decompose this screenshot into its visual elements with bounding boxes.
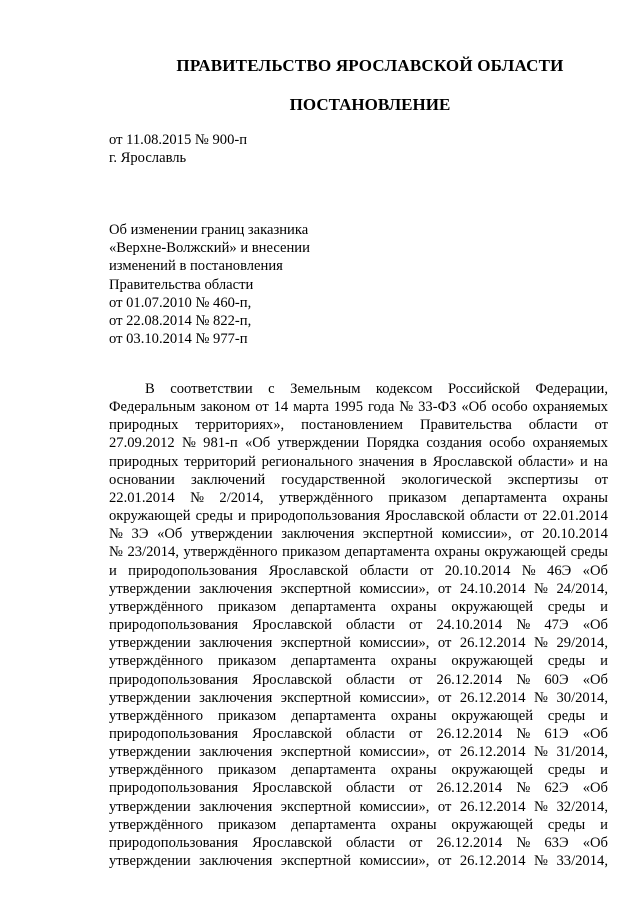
body-word: 26.12.2014 <box>436 671 503 688</box>
body-word: № <box>534 744 548 761</box>
body-word: экологической <box>401 471 492 488</box>
body-line <box>109 798 608 816</box>
body-word: № <box>516 725 531 742</box>
body-word: охраняемых <box>532 399 608 416</box>
body-word: 32/2014, <box>556 798 608 815</box>
body-word: охраны <box>434 544 480 561</box>
body-word: области <box>346 671 395 688</box>
body-word: заключения <box>199 635 273 652</box>
body-word: среды <box>570 544 608 561</box>
body-word: окружающей <box>451 598 534 615</box>
body-word: утверждённого <box>278 489 374 506</box>
body-word: заключения <box>199 580 273 597</box>
body-word: охраны <box>562 489 608 506</box>
body-word: № <box>109 544 123 561</box>
body-word: области <box>359 562 409 579</box>
body-word: охраняемых <box>532 435 608 452</box>
body-word: и <box>600 816 608 833</box>
body-line <box>109 598 608 616</box>
body-word: Правительства <box>419 417 512 434</box>
body-word: значения <box>358 453 415 470</box>
body-word: Ярославской <box>252 671 332 688</box>
body-word: особо <box>489 435 526 452</box>
body-line <box>109 816 608 834</box>
body-word: от <box>408 725 423 742</box>
body-word: особо <box>491 399 528 416</box>
body-line <box>109 652 608 670</box>
body-word: окружающей <box>451 653 534 670</box>
body-word: № <box>534 853 548 870</box>
body-word: в <box>420 453 427 470</box>
body-word: охраны <box>390 816 437 833</box>
body-word: 20.10.2014 <box>444 562 511 579</box>
body-word: и <box>600 762 608 779</box>
body-word: утверждённого <box>109 816 204 833</box>
body-word: 26.12.2014 <box>436 834 503 851</box>
body-word: 23/2014, <box>127 544 179 561</box>
body-word: 2/2014, <box>219 489 264 506</box>
body-word: комиссии», <box>359 744 430 761</box>
body-word: и <box>600 707 608 724</box>
body-word: охраны <box>390 653 437 670</box>
body-word: среды <box>195 508 233 525</box>
body-word: 14 <box>273 399 289 416</box>
body-word: 22.01.2014 <box>109 489 175 506</box>
body-word: В <box>145 381 155 397</box>
body-word: области <box>528 417 578 434</box>
body-word: «Об <box>582 834 608 851</box>
body-word: постановлением <box>301 417 404 434</box>
body-line <box>109 562 608 580</box>
body-line <box>109 707 608 725</box>
body-word: заключений <box>190 471 266 488</box>
body-line <box>109 689 608 707</box>
body-word: № <box>516 617 531 634</box>
body-word: от <box>255 399 269 416</box>
body-word: 26.12.2014 <box>459 689 526 706</box>
body-line <box>109 671 608 689</box>
body-word: 60Э <box>544 671 569 688</box>
body-word: территорий <box>184 453 256 470</box>
body-word: области <box>346 617 395 634</box>
body-line <box>109 525 608 543</box>
body-word: 20.10.2014 <box>542 526 608 543</box>
body-word: 47Э <box>544 617 569 634</box>
body-word: «Об <box>582 725 608 742</box>
body-line <box>109 507 608 525</box>
body-word: 24.10.2014 <box>459 580 526 597</box>
body-word: приказом <box>282 544 341 561</box>
body-word: департамента <box>344 544 430 561</box>
body-word: окружающей <box>109 508 191 525</box>
body-word: утверждении <box>190 526 273 543</box>
body-word: области <box>469 508 519 525</box>
body-word: 24.10.2014 <box>436 617 503 634</box>
body-word: приказом <box>217 653 277 670</box>
body-word: Ярославской <box>252 617 332 634</box>
body-word: комиссии», <box>359 798 430 815</box>
body-word: 26.12.2014 <box>459 853 526 870</box>
body-word: 31/2014, <box>556 744 608 761</box>
subject-line: «Верхне-Волжский» и внесении <box>109 240 310 257</box>
body-word: на <box>593 453 608 470</box>
body-word: области <box>346 725 395 742</box>
body-word: 30/2014, <box>556 689 608 706</box>
body-word: природопользования <box>109 725 239 742</box>
body-word: утверждённого <box>109 653 204 670</box>
body-word: 62Э <box>544 780 569 797</box>
body-word: «Об <box>157 526 183 543</box>
body-word: утверждённого <box>183 544 278 561</box>
body-word: 26.12.2014 <box>459 798 526 815</box>
body-word: № <box>109 526 123 543</box>
body-word: природопользования <box>109 671 239 688</box>
body-word: 3Э <box>131 526 149 543</box>
body-word: № <box>181 435 196 452</box>
body-word: департамента <box>291 816 376 833</box>
body-word: департамента <box>291 707 376 724</box>
body-word: Российской <box>448 381 520 397</box>
body-word: № <box>521 562 536 579</box>
body-word: Федеральным <box>109 399 196 416</box>
body-line <box>109 834 608 852</box>
body-word: комиссии», <box>359 853 430 870</box>
body-word: от <box>408 780 423 797</box>
body-word: Ярославской <box>252 725 332 742</box>
body-word: от <box>437 635 452 652</box>
body-word: области <box>346 834 395 851</box>
body-word: № <box>399 399 414 416</box>
body-line <box>109 616 608 634</box>
body-word: от <box>408 834 423 851</box>
body-word: № <box>534 580 548 597</box>
body-line <box>109 380 608 398</box>
body-word: природопользования <box>109 617 239 634</box>
body-word: «Об <box>582 617 608 634</box>
body-word: приказом <box>217 762 277 779</box>
body-word: охраны <box>390 762 437 779</box>
body-word: комиссии», <box>359 689 430 706</box>
body-word: от <box>437 853 452 870</box>
body-word: среды <box>547 707 586 724</box>
body-word: Ярославской <box>252 834 332 851</box>
subject-line: от 01.07.2010 № 460-п, <box>109 294 252 311</box>
body-word: основании <box>109 471 175 488</box>
body-word: и <box>109 562 117 579</box>
body-word: экспертной <box>280 853 351 870</box>
body-word: приказом <box>217 816 277 833</box>
body-word: утверждённого <box>109 762 204 779</box>
body-word: экспертной <box>280 689 351 706</box>
body-word: заключения <box>199 798 273 815</box>
body-word: от <box>437 744 452 761</box>
body-word: приказом <box>217 598 277 615</box>
subject-line: от 22.08.2014 № 822-п, <box>109 313 252 330</box>
body-word: природопользования <box>109 780 239 797</box>
subject-line: Об изменении границ заказника <box>109 222 309 238</box>
body-word: «Об <box>461 399 487 416</box>
subject-line: от 03.10.2014 № 977-п <box>109 331 248 348</box>
body-line <box>109 416 608 434</box>
body-word: государственной <box>281 471 386 488</box>
body-word: от <box>437 798 452 815</box>
body-word: соответствии <box>170 381 253 397</box>
body-word: Земельным <box>290 381 361 397</box>
subject-line: изменений в постановления <box>109 258 283 275</box>
body-word: утверждённого <box>109 707 204 724</box>
body-word: экспертизы <box>507 471 579 488</box>
body-word: 26.12.2014 <box>436 780 503 797</box>
body-word: экспертной <box>280 580 351 597</box>
body-word: среды <box>547 653 586 670</box>
date-number: от 11.08.2015 № 900-п <box>109 132 248 148</box>
body-word: № <box>534 689 548 706</box>
body-line <box>109 543 608 561</box>
body-word: окружающей <box>484 544 567 561</box>
body-line <box>109 580 608 598</box>
body-word: комиссии», <box>441 526 512 543</box>
government-title: ПРАВИТЕЛЬСТВО ЯРОСЛАВСКОЙ ОБЛАСТИ <box>176 56 564 75</box>
body-word: от <box>523 508 538 525</box>
body-word: № <box>190 489 204 506</box>
body-word: экспертной <box>280 635 351 652</box>
body-word: природопользования <box>250 508 381 525</box>
body-word: окружающей <box>451 762 534 779</box>
body-word: 63Э <box>544 834 569 851</box>
body-word: среды <box>547 816 586 833</box>
body-word: марта <box>293 399 329 416</box>
body-word: 33/2014, <box>556 853 608 870</box>
body-word: 981-п <box>203 435 238 452</box>
body-word: кодексом <box>375 381 433 397</box>
body-word: среды <box>547 762 586 779</box>
body-word: утверждённого <box>109 598 204 615</box>
body-word: года <box>367 399 395 416</box>
body-word: регионального <box>261 453 353 470</box>
body-line <box>109 743 608 761</box>
body-word: и <box>580 453 588 470</box>
document-type: ПОСТАНОВЛЕНИЕ <box>289 95 451 114</box>
body-word: от <box>437 689 452 706</box>
body-line <box>109 852 608 870</box>
body-line <box>109 761 608 779</box>
body-word: от <box>594 471 608 488</box>
body-word: 29/2014, <box>556 635 608 652</box>
city: г. Ярославль <box>109 150 187 166</box>
body-word: заключения <box>199 853 273 870</box>
body-word: и <box>600 653 608 670</box>
body-word: 26.12.2014 <box>459 635 526 652</box>
body-word: и <box>600 598 608 615</box>
body-line <box>109 725 608 743</box>
body-word: среды <box>547 598 586 615</box>
body-word: и <box>238 508 246 525</box>
body-word: утверждении <box>109 689 191 706</box>
document-subject <box>109 221 310 348</box>
body-word: природных <box>109 417 179 434</box>
body-word: от <box>437 580 452 597</box>
body-word: утверждении <box>109 798 191 815</box>
body-line <box>109 453 608 471</box>
body-word: «Об <box>244 435 271 452</box>
body-word: заключения <box>281 526 355 543</box>
body-word: Ярославской <box>252 780 332 797</box>
body-word: № <box>516 780 531 797</box>
body-word: приказом <box>388 489 447 506</box>
body-word: окружающей <box>451 816 534 833</box>
body-word: 61Э <box>544 725 569 742</box>
body-line <box>109 471 608 489</box>
body-word: утверждении <box>109 635 191 652</box>
body-word: экспертной <box>280 798 351 815</box>
body-word: комиссии», <box>359 635 430 652</box>
body-line <box>109 489 608 507</box>
body-word: природопользования <box>109 834 239 851</box>
document-body <box>109 380 608 870</box>
body-word: от <box>408 671 423 688</box>
body-word: утверждении <box>109 853 191 870</box>
body-word: от <box>419 562 434 579</box>
body-word: охраны <box>390 707 437 724</box>
body-word: департамента <box>291 598 376 615</box>
body-word: окружающей <box>451 707 534 724</box>
body-word: от <box>520 526 534 543</box>
body-word: создания <box>426 435 482 452</box>
body-word: 46Э <box>547 562 572 579</box>
body-word: № <box>534 635 548 652</box>
body-word: экспертной <box>280 744 351 761</box>
body-line <box>109 434 608 452</box>
body-word: утверждении <box>109 744 191 761</box>
body-word: природопользования <box>128 562 258 579</box>
body-word: экспертной <box>362 526 434 543</box>
body-word: 24/2014, <box>556 580 608 597</box>
body-word: Ярославской <box>268 562 349 579</box>
body-word: природных <box>109 453 179 470</box>
body-word: территориях», <box>195 417 285 434</box>
body-word: 26.12.2014 <box>459 744 526 761</box>
body-word: 33-ФЗ <box>418 399 457 416</box>
body-line <box>109 398 608 416</box>
document-meta <box>109 131 247 167</box>
body-word: 27.09.2012 <box>109 435 175 452</box>
body-word: комиссии», <box>359 580 430 597</box>
body-word: Федерации, <box>535 381 608 397</box>
body-word: департамента <box>462 489 547 506</box>
body-line <box>109 779 608 797</box>
body-word: заключения <box>199 689 273 706</box>
body-word: заключения <box>199 744 273 761</box>
body-word: «Об <box>582 562 608 579</box>
body-word: департамента <box>291 762 376 779</box>
body-word: утверждении <box>109 580 191 597</box>
body-word: № <box>534 798 548 815</box>
body-word: «Об <box>582 780 608 797</box>
body-word: от <box>408 617 423 634</box>
body-word: законом <box>200 399 251 416</box>
subject-line: Правительства области <box>109 276 254 293</box>
body-word: охраны <box>390 598 437 615</box>
body-word: с <box>268 381 275 397</box>
body-word: от <box>594 417 608 434</box>
body-word: департамента <box>291 653 376 670</box>
body-word: Ярославской <box>432 453 513 470</box>
body-word: «Об <box>582 671 608 688</box>
body-word: Порядка <box>366 435 420 452</box>
body-word: № <box>516 671 531 688</box>
body-word: области <box>346 780 395 797</box>
body-word: 22.01.2014 <box>542 508 608 525</box>
body-word: Ярославской <box>385 508 465 525</box>
body-word: 1995 <box>333 399 364 416</box>
body-word: области» <box>518 453 575 470</box>
body-word: приказом <box>217 707 277 724</box>
body-word: 26.12.2014 <box>436 725 503 742</box>
body-word: утверждении <box>277 435 360 452</box>
body-line <box>109 634 608 652</box>
body-word: № <box>516 834 531 851</box>
